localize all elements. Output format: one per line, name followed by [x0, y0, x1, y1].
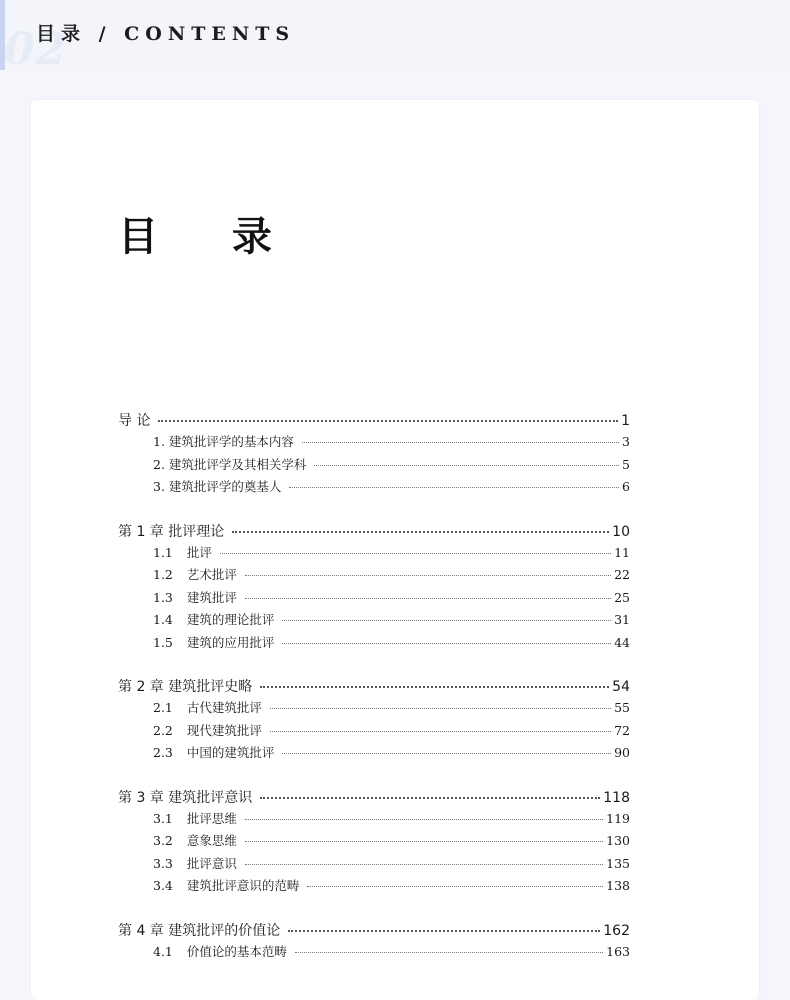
header-title: 目录 / CONTENTS — [36, 23, 296, 45]
toc-section-row[interactable] — [118, 942, 630, 965]
toc-leader-dots — [232, 531, 609, 533]
toc-section-page: 5 — [622, 456, 630, 472]
toc-section-page: 55 — [614, 700, 630, 715]
toc-section-page: 90 — [614, 745, 630, 760]
toc-section-row[interactable] — [118, 633, 630, 656]
toc-chapter-group — [118, 521, 630, 656]
toc-leader-dots — [245, 598, 611, 599]
toc-section-title: 批评意识 — [186, 855, 237, 871]
toc-section-number: 3.3 — [153, 855, 173, 871]
toc-chapter-title: 第 4 章 建筑批评的价值论 — [118, 922, 281, 939]
toc-leader-dots — [158, 420, 618, 422]
toc-section-row[interactable] — [118, 477, 630, 500]
toc-section-title: 建筑的理论批评 — [186, 612, 275, 627]
toc-section-title: 艺术批评 — [186, 567, 237, 582]
toc-chapter-page: 162 — [603, 922, 630, 939]
toc-chapter-title: 第 2 章 建筑批评史略 — [118, 679, 253, 695]
toc-section-number: 2.1 — [153, 700, 173, 715]
toc-leader-dots — [220, 553, 611, 554]
toc-chapter-row[interactable] — [118, 920, 630, 942]
toc-section-number: 2.3 — [153, 745, 173, 760]
toc-section-page: 3 — [622, 434, 630, 449]
toc-chapter-row[interactable] — [118, 787, 630, 809]
toc-chapter-row[interactable] — [118, 521, 630, 543]
toc-leader-dots — [282, 643, 611, 644]
toc-leader-dots — [270, 708, 611, 709]
toc-section-page: 135 — [606, 855, 630, 871]
toc-leader-dots — [245, 864, 603, 865]
toc-section-page: 6 — [622, 479, 630, 494]
toc-chapter-row[interactable] — [118, 676, 630, 698]
toc-leader-dots — [307, 886, 603, 887]
toc-section-number: 2.2 — [153, 722, 173, 738]
toc-section-page: 22 — [614, 567, 630, 582]
toc-leader-dots — [245, 819, 603, 820]
toc-leader-dots — [260, 686, 609, 688]
page-header — [0, 0, 790, 75]
toc-section-title: 批评 — [186, 544, 212, 560]
toc-chapter-title: 第 3 章 建筑批评意识 — [118, 789, 253, 806]
toc-chapter-title: 第 1 章 批评理论 — [118, 523, 225, 540]
toc-section-number: 1.2 — [153, 567, 173, 582]
toc-section-title: 建筑的应用批评 — [186, 634, 275, 650]
toc-leader-dots — [245, 841, 603, 842]
toc-section-row[interactable] — [118, 565, 630, 588]
toc-section-number: 1.4 — [153, 612, 173, 627]
toc-section-number: 3.1 — [153, 810, 173, 826]
toc-section-row[interactable] — [118, 721, 630, 744]
toc-section-row[interactable] — [118, 588, 630, 611]
toc-section-title: 1. 建筑批评学的基本内容 — [153, 434, 294, 449]
toc-section-title: 2. 建筑批评学及其相关学科 — [153, 456, 307, 472]
toc-section-page: 119 — [606, 810, 630, 826]
toc-chapter-group — [118, 410, 630, 500]
toc-section-row[interactable] — [118, 743, 630, 766]
toc-section-page: 138 — [606, 878, 630, 893]
toc-section-number: 3.2 — [153, 833, 173, 848]
toc-section-page: 11 — [614, 544, 630, 560]
toc-section-row[interactable] — [118, 809, 630, 832]
toc-section-number: 1.3 — [153, 589, 173, 605]
page-title: 目 录 — [118, 214, 302, 260]
toc-chapter-page: 54 — [612, 679, 630, 695]
toc-section-title: 3. 建筑批评学的奠基人 — [153, 479, 282, 494]
toc-leader-dots — [314, 465, 619, 466]
toc-section-title: 建筑批评意识的范畴 — [186, 878, 300, 893]
toc-section-title: 中国的建筑批评 — [186, 745, 275, 760]
toc-section-page: 130 — [606, 833, 630, 848]
toc-section-title: 建筑批评 — [186, 589, 237, 605]
toc-section-title: 价值论的基本范畴 — [186, 943, 287, 959]
toc-leader-dots — [270, 731, 611, 732]
toc-section-number: 1.1 — [153, 544, 173, 560]
toc-chapter-title: 导 论 — [118, 413, 151, 429]
toc-section-row[interactable] — [118, 698, 630, 721]
toc-chapter-group — [118, 787, 630, 899]
toc-leader-dots — [245, 575, 611, 576]
table-of-contents — [118, 410, 630, 985]
header-section-number: 02 — [4, 24, 68, 75]
toc-leader-dots — [282, 620, 611, 621]
toc-chapter-page: 1 — [621, 413, 630, 429]
toc-section-title: 现代建筑批评 — [186, 722, 262, 738]
toc-section-number: 3.4 — [153, 878, 173, 893]
toc-chapter-row[interactable] — [118, 410, 630, 432]
toc-section-row[interactable] — [118, 831, 630, 854]
toc-section-title: 意象思维 — [186, 833, 237, 848]
toc-section-row[interactable] — [118, 610, 630, 633]
toc-section-row[interactable] — [118, 432, 630, 455]
toc-section-row[interactable] — [118, 543, 630, 566]
toc-leader-dots — [295, 952, 603, 953]
toc-section-number: 4.1 — [153, 943, 173, 959]
toc-chapter-group — [118, 676, 630, 766]
toc-chapter-page: 10 — [612, 523, 630, 540]
toc-section-title: 批评思维 — [186, 810, 237, 826]
toc-section-row[interactable] — [118, 876, 630, 899]
toc-leader-dots — [289, 487, 619, 488]
toc-leader-dots — [302, 442, 619, 443]
toc-section-page: 25 — [614, 589, 630, 605]
toc-leader-dots — [260, 797, 600, 799]
toc-chapter-group — [118, 920, 630, 965]
toc-section-page: 31 — [614, 612, 630, 627]
toc-chapter-page: 118 — [603, 789, 630, 806]
toc-section-page: 44 — [614, 634, 630, 650]
toc-section-number: 1.5 — [153, 634, 173, 650]
toc-section-row[interactable] — [118, 854, 630, 877]
toc-section-page: 163 — [606, 943, 630, 959]
toc-leader-dots — [282, 753, 611, 754]
toc-section-title: 古代建筑批评 — [186, 700, 262, 715]
toc-section-row[interactable] — [118, 455, 630, 478]
toc-section-page: 72 — [614, 722, 630, 738]
toc-leader-dots — [288, 930, 600, 932]
